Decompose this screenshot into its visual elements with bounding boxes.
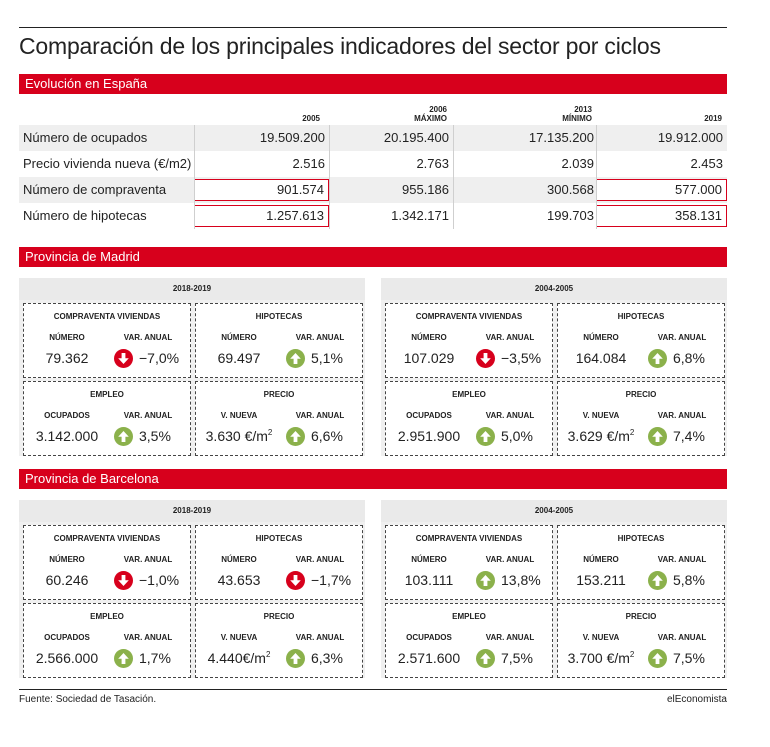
card-title: EMPLEO [90,612,124,621]
unit-superscript: 2 [267,428,273,437]
section-heading: Evolución en España [25,76,148,91]
spain-table-header [19,101,727,123]
table-cell: 1.342.171 [391,208,449,223]
period-label: 2018-2019 [19,278,365,300]
indicator-card [195,525,363,600]
arrow-up-icon [286,349,305,368]
table-cell: 300.568 [547,182,594,197]
card-value: 3.142.000 [35,428,99,444]
indicator-card [385,303,553,378]
card-sublabel: V. NUEVA [582,411,620,420]
table-cell-highlighted: 901.574 [194,179,329,201]
row-label: Número de hipotecas [23,208,147,223]
card-title: COMPRAVENTA VIVIENDAS [53,312,161,321]
source-note: Fuente: Sociedad de Tasación. [19,694,157,705]
table-row [19,203,727,229]
period-label: 2004-2005 [381,500,727,522]
card-change: −7,0% [139,350,180,366]
arrow-down-icon [476,349,495,368]
section-bar-barcelona [19,469,727,489]
arrow-up-icon [648,649,667,668]
card-sublabel: VAR. ANUAL [295,555,345,564]
card-value: $4.440€/m^2$ [207,650,271,666]
card-value: 2.566.000 [35,650,99,666]
indicator-card [195,603,363,678]
card-title: COMPRAVENTA VIVIENDAS [415,312,523,321]
card-change: 7,5% [673,650,705,666]
card-sublabel: NÚMERO [411,333,447,342]
card-sublabel: OCUPADOS [406,411,452,420]
card-sublabel: VAR. ANUAL [657,555,707,564]
table-cell-highlighted: 358.131 [596,205,727,227]
card-sublabel: VAR. ANUAL [123,411,173,420]
period-panel [19,500,365,678]
card-sublabel: NÚMERO [411,555,447,564]
table-cell-highlighted: 1.257.613 [194,205,329,227]
card-title: PRECIO [625,390,657,399]
period-body [19,300,365,456]
brand-label: elEconomista [666,694,727,705]
period-panel [19,278,365,456]
card-title: PRECIO [625,612,657,621]
card-sublabel: NÚMERO [49,333,85,342]
arrow-up-icon [648,349,667,368]
card-sublabel: NÚMERO [583,333,619,342]
card-title: HIPOTECAS [617,312,665,321]
col-header: 2019 [704,114,722,123]
card-value: 3.629 $€/m^2$ [567,428,635,444]
card-value: 3.700 $€/m^2$ [567,650,635,666]
indicator-card [23,381,191,456]
card-change: −1,7% [311,572,352,588]
period-body [19,522,365,678]
card-change: 5,0% [501,428,533,444]
card-title: PRECIO [263,390,295,399]
card-sublabel: VAR. ANUAL [295,633,345,642]
card-sublabel: VAR. ANUAL [485,411,535,420]
column-divider [329,125,330,229]
top-rule [19,27,727,28]
indicator-card [385,603,553,678]
indicator-card [385,525,553,600]
card-value: 3.630 $€/m^2$ [205,428,273,444]
card-value: 103.111 [404,572,454,588]
card-title: EMPLEO [452,390,486,399]
arrow-up-icon [286,649,305,668]
table-cell: 199.703 [547,208,594,223]
arrow-up-icon [114,649,133,668]
period-label: 2004-2005 [381,278,727,300]
card-title: HIPOTECAS [255,312,303,321]
table-row [19,177,727,203]
card-change: 1,7% [139,650,171,666]
table-row [19,151,727,177]
card-value: 43.653 [217,572,261,588]
table-cell: 2.039 [561,156,594,171]
indicator-card [23,603,191,678]
row-label: Número de ocupados [23,130,148,145]
card-sublabel: OCUPADOS [44,633,90,642]
card-sublabel: VAR. ANUAL [657,333,707,342]
table-cell: 19.509.200 [259,130,325,145]
row-label: Precio vivienda nueva (€/m2) [23,156,192,171]
card-sublabel: VAR. ANUAL [123,555,173,564]
arrow-up-icon [476,571,495,590]
table-cell: 19.912.000 [657,130,723,145]
card-title: HIPOTECAS [255,534,303,543]
column-divider [596,125,597,229]
table-cell: 2.516 [292,156,325,171]
card-change: 7,5% [501,650,533,666]
column-divider [194,125,195,229]
arrow-up-icon [648,427,667,446]
card-value: 2.571.600 [397,650,461,666]
period-panel [381,278,727,456]
row-label: Número de compraventa [23,182,167,197]
column-divider [453,125,454,229]
section-bar-madrid [19,247,727,267]
card-value: 2.951.900 [397,428,461,444]
indicator-card [385,381,553,456]
card-value: 60.246 [45,572,89,588]
card-sublabel: VAR. ANUAL [485,555,535,564]
card-change: 3,5% [139,428,171,444]
page-title: Comparación de los principales indicadores del sector por ciclos [19,33,661,59]
arrow-down-icon [286,571,305,590]
card-sublabel: VAR. ANUAL [123,633,173,642]
indicator-card [195,381,363,456]
card-sublabel: VAR. ANUAL [657,411,707,420]
arrow-up-icon [286,427,305,446]
card-sublabel: OCUPADOS [406,633,452,642]
table-row [19,125,727,151]
table-cell: 2.453 [690,156,723,171]
period-body [381,300,727,456]
card-sublabel: VAR. ANUAL [485,333,535,342]
unit-superscript: 2 [265,650,271,659]
card-change: 5,8% [673,572,705,588]
card-title: COMPRAVENTA VIVIENDAS [53,534,161,543]
table-cell: 17.135.200 [528,130,594,145]
period-label: 2018-2019 [19,500,365,522]
card-change: 13,8% [501,572,541,588]
card-sublabel: V. NUEVA [220,633,258,642]
card-title: EMPLEO [90,390,124,399]
indicator-card [557,303,725,378]
card-sublabel: VAR. ANUAL [657,633,707,642]
card-value: 69.497 [217,350,261,366]
card-change: 5,1% [311,350,343,366]
card-sublabel: V. NUEVA [582,633,620,642]
card-value: 164.084 [575,350,627,366]
col-header: 2005 [302,114,320,123]
card-sublabel: V. NUEVA [220,411,258,420]
card-sublabel: NÚMERO [221,333,257,342]
col-header: 2013 MÍNIMO [562,105,592,123]
arrow-up-icon [114,427,133,446]
card-sublabel: NÚMERO [221,555,257,564]
bottom-rule [19,689,727,690]
card-value: 107.029 [403,350,455,366]
section-bar-spain [19,74,727,94]
arrow-up-icon [648,571,667,590]
indicator-card [557,381,725,456]
indicator-card [557,603,725,678]
card-sublabel: VAR. ANUAL [295,333,345,342]
card-title: HIPOTECAS [617,534,665,543]
arrow-up-icon [476,427,495,446]
indicator-card [23,525,191,600]
card-sublabel: VAR. ANUAL [295,411,345,420]
card-value: 153.211 [576,572,626,588]
card-sublabel: VAR. ANUAL [485,633,535,642]
table-cell-highlighted: 577.000 [596,179,727,201]
section-heading: Provincia de Barcelona [25,471,159,486]
card-sublabel: OCUPADOS [44,411,90,420]
arrow-up-icon [476,649,495,668]
indicator-card [195,303,363,378]
card-sublabel: NÚMERO [583,555,619,564]
table-cell: 20.195.400 [383,130,449,145]
period-body [381,522,727,678]
section-heading: Provincia de Madrid [25,249,140,264]
card-sublabel: NÚMERO [49,555,85,564]
card-sublabel: VAR. ANUAL [123,333,173,342]
card-value: 79.362 [45,350,89,366]
arrow-down-icon [114,571,133,590]
period-panel [381,500,727,678]
col-header: 2006 MÁXIMO [414,105,447,123]
indicator-card [23,303,191,378]
card-change: −3,5% [501,350,542,366]
card-title: COMPRAVENTA VIVIENDAS [415,534,523,543]
card-change: −1,0% [139,572,180,588]
table-cell: 2.763 [416,156,449,171]
card-change: 6,6% [311,428,343,444]
card-change: 6,3% [311,650,343,666]
card-change: 7,4% [673,428,705,444]
unit-superscript: 2 [629,428,635,437]
card-title: EMPLEO [452,612,486,621]
arrow-down-icon [114,349,133,368]
table-cell: 955.186 [402,182,449,197]
unit-superscript: 2 [629,650,635,659]
card-change: 6,8% [673,350,705,366]
card-title: PRECIO [263,612,295,621]
indicator-card [557,525,725,600]
